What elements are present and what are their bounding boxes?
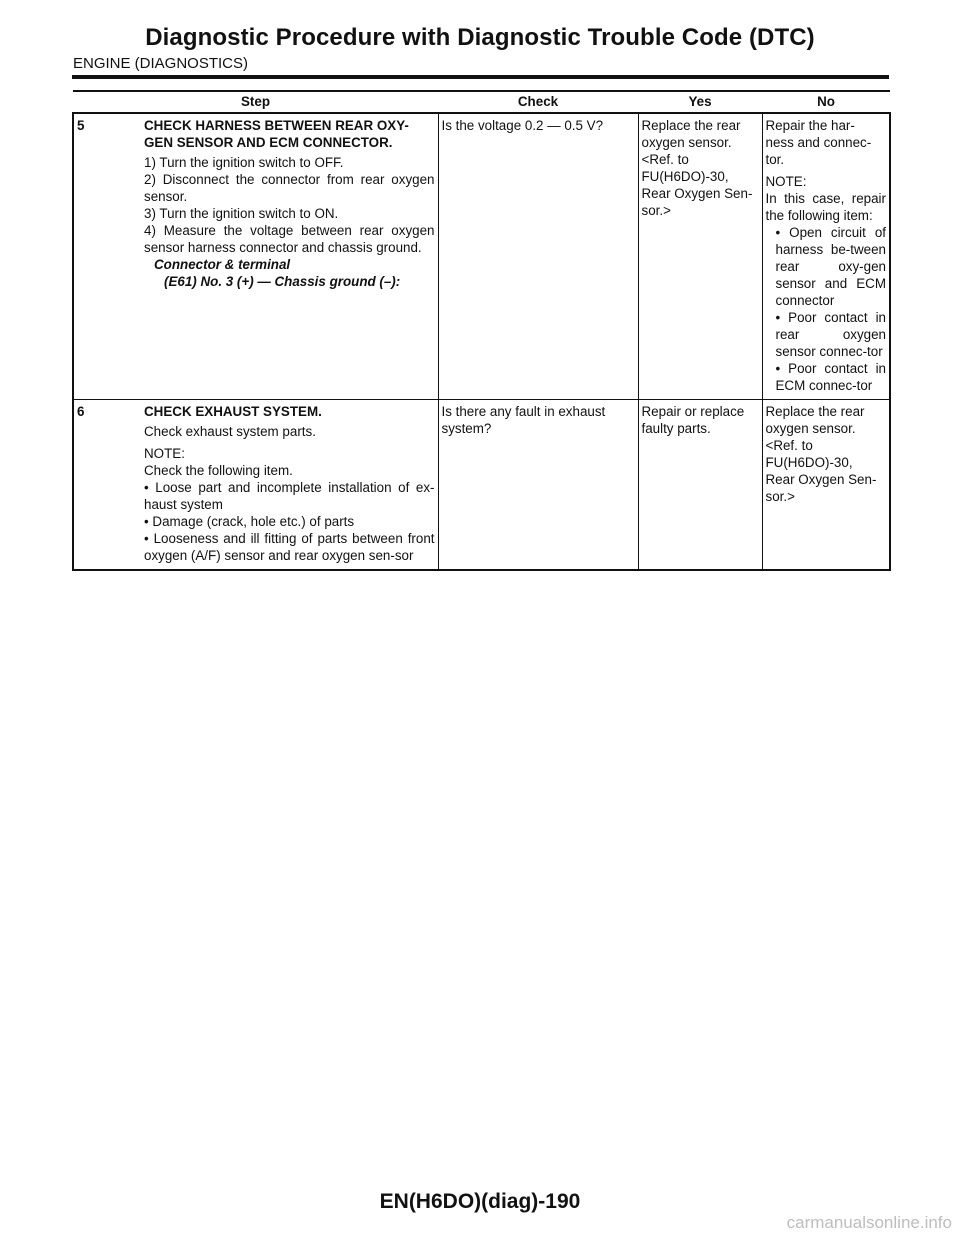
page-number: EN(H6DO)(diag)-190 — [379, 1190, 581, 1213]
step-title: CHECK EXHAUST SYSTEM. — [144, 404, 322, 419]
note-text: In this case, repair the following item: — [765, 191, 886, 223]
no-line: tor. — [765, 152, 785, 167]
no-line: ness and connec- — [765, 135, 872, 150]
column-header-yes: Yes — [638, 91, 762, 113]
check-line: system? — [441, 421, 492, 436]
note-line: Check the following item. — [144, 463, 293, 478]
no-cell — [762, 400, 890, 571]
check-cell — [438, 400, 638, 571]
header-rule — [72, 75, 889, 79]
step-number: 5 — [77, 118, 85, 133]
yes-line: sor.> — [641, 203, 671, 218]
yes-line: oxygen sensor. — [641, 135, 732, 150]
connector-label: Connector & terminal — [154, 257, 291, 272]
check-line: Is there any fault in exhaust — [441, 404, 606, 419]
page-title: Diagnostic Procedure with Diagnostic Trouble Code (DTC) — [145, 24, 815, 51]
table-header-row — [73, 91, 890, 113]
step-line: 3) Turn the ignition switch to ON. — [144, 206, 339, 221]
check-text: Is the voltage 0.2 — 0.5 V? — [441, 118, 604, 133]
check-cell — [438, 113, 638, 400]
note-line: • Looseness and ill fitting of parts between front oxygen (A/F) sensor and rear oxygen sen-sor — [144, 531, 435, 563]
note-bullet: • Open circuit of harness be-tween rear oxy-gen sensor and ECM connector — [775, 225, 886, 308]
step-cell — [73, 113, 438, 400]
yes-line: faulty parts. — [641, 421, 711, 436]
yes-line: FU(H6DO)-30, — [641, 169, 729, 184]
no-line: Rear Oxygen Sen- — [765, 472, 877, 487]
yes-line: Rear Oxygen Sen- — [641, 186, 753, 201]
column-header-step: Step — [73, 91, 438, 113]
step-cell — [73, 400, 438, 571]
step-line: 4) Measure the voltage between rear oxygen sensor harness connector and chassis ground. — [144, 223, 435, 255]
step-title: CHECK HARNESS BETWEEN REAR OXY-GEN SENSOR AND ECM CONNECTOR. — [144, 118, 409, 150]
connector-value: (E61) No. 3 (+) — Chassis ground (–): — [164, 274, 401, 289]
table-row — [73, 113, 890, 400]
section-label: ENGINE (DIAGNOSTICS) — [73, 55, 249, 72]
watermark: carmanualsonline.info — [786, 1213, 952, 1232]
step-line: 1) Turn the ignition switch to OFF. — [144, 155, 344, 170]
yes-cell — [638, 113, 762, 400]
step-number: 6 — [77, 404, 85, 419]
no-cell — [762, 113, 890, 400]
note-label: NOTE: — [765, 174, 807, 189]
yes-line: Repair or replace — [641, 404, 745, 419]
yes-cell — [638, 400, 762, 571]
yes-line: <Ref. to — [641, 152, 689, 167]
note-line: • Damage (crack, hole etc.) of parts — [144, 514, 355, 529]
note-line: • Loose part and incomplete installation of ex-haust system — [144, 480, 435, 512]
note-bullet: • Poor contact in ECM connec-tor — [775, 361, 886, 393]
no-line: <Ref. to — [765, 438, 813, 453]
no-line: sor.> — [765, 489, 795, 504]
no-line: FU(H6DO)-30, — [765, 455, 853, 470]
note-label: NOTE: — [144, 446, 185, 461]
diagnostic-table — [72, 90, 891, 571]
no-line: Repair the har- — [765, 118, 855, 133]
table-row — [73, 400, 890, 571]
no-line: oxygen sensor. — [765, 421, 856, 436]
column-header-check: Check — [438, 91, 638, 113]
step-line: Check exhaust system parts. — [144, 424, 316, 439]
no-line: Replace the rear — [765, 404, 865, 419]
note-bullet: • Poor contact in rear oxygen sensor connec-tor — [775, 310, 886, 359]
column-header-no: No — [762, 91, 890, 113]
step-line: 2) Disconnect the connector from rear oxygen sensor. — [144, 172, 435, 204]
yes-line: Replace the rear — [641, 118, 741, 133]
